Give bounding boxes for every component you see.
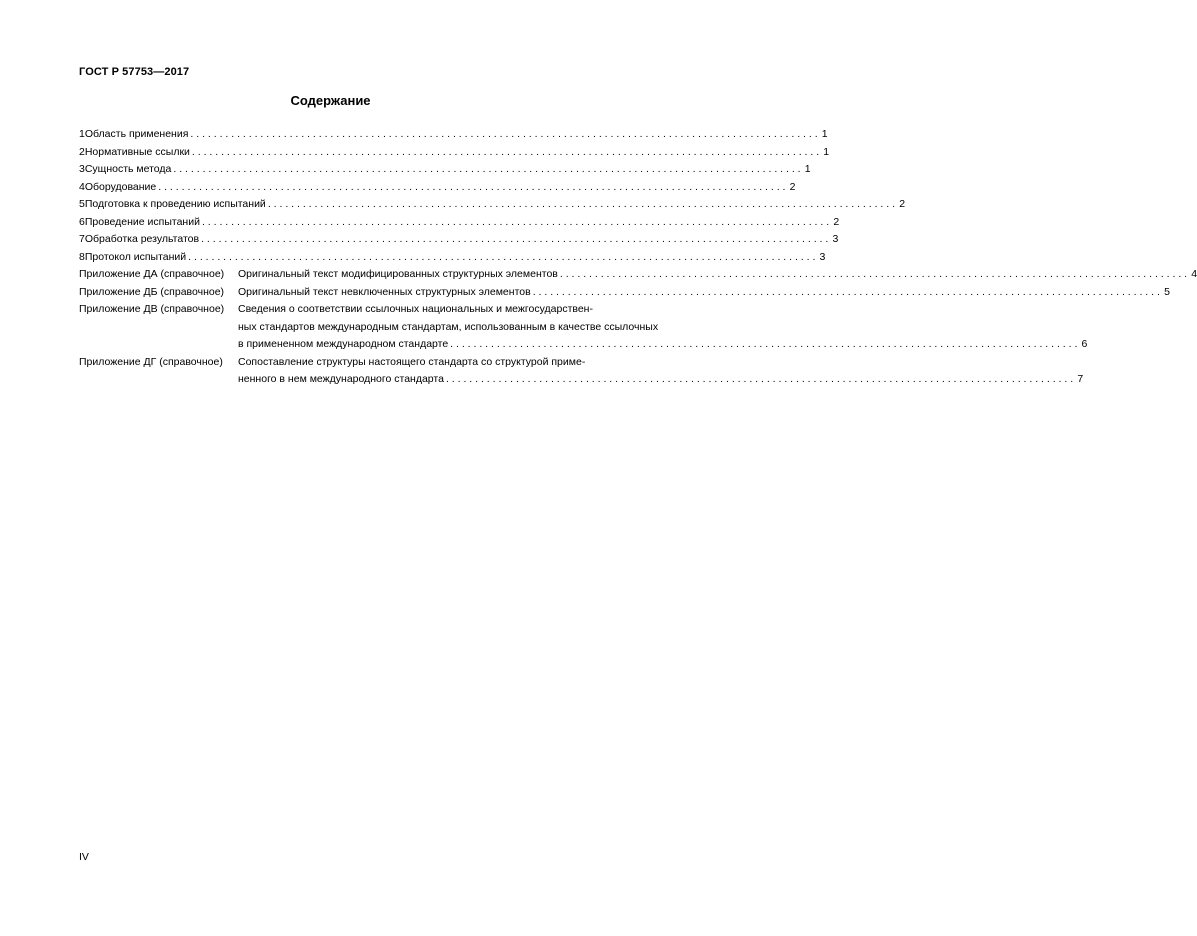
appendix-title-line: ных стандартов международным стандартам, использованным в качестве ссылочных <box>238 320 659 333</box>
toc-leader-dots <box>446 371 1073 389</box>
toc-entry-title: Оборудование <box>84 180 157 193</box>
toc-entry-title: Протокол испытаний <box>84 250 187 263</box>
toc-leader-dots <box>158 179 785 197</box>
toc-entry-number: 4 <box>79 180 85 193</box>
toc-entry-page: 4 <box>1191 268 1197 280</box>
appendix-title-text: Оригинальный текст модифицированных структурных элементов <box>238 268 558 280</box>
toc-entry-title: Обработка результатов <box>84 233 200 245</box>
appendix-title-block <box>238 284 1170 302</box>
toc-entry[interactable] <box>79 126 828 144</box>
toc-leader-dots <box>173 161 800 179</box>
toc-appendices <box>79 266 1197 389</box>
toc-entry-number: 1 <box>79 128 85 140</box>
toc-entry-number: 5 <box>79 198 85 210</box>
toc-appendix-entry[interactable] <box>79 266 1197 284</box>
appendix-title-block <box>238 354 1083 389</box>
toc-entry-page: 7 <box>1077 373 1084 385</box>
toc-entry[interactable] <box>79 231 839 249</box>
toc-appendix-entry[interactable] <box>79 284 1170 302</box>
toc-leader-dots <box>188 249 815 267</box>
toc-entry-page: 2 <box>789 180 796 193</box>
toc-leader-dots <box>268 196 895 214</box>
appendix-label: Приложение ДА (справочное) <box>79 268 225 280</box>
page-title: Содержание <box>290 93 371 108</box>
table-of-contents <box>79 126 1197 389</box>
appendix-title-block <box>238 266 1197 284</box>
toc-entry-page: 6 <box>1081 338 1088 350</box>
toc-entry[interactable] <box>79 144 830 162</box>
appendix-title-block <box>238 301 1087 354</box>
toc-entry-title: Область применения <box>84 128 189 140</box>
toc-appendix-entry[interactable] <box>79 301 1088 354</box>
toc-entry[interactable] <box>79 214 840 232</box>
toc-entry-number: 3 <box>79 163 85 175</box>
toc-entry-number: 8 <box>79 250 85 263</box>
toc-leader-dots <box>201 231 828 249</box>
toc-leader-dots <box>192 144 819 162</box>
appendix-title-line: Сопоставление структуры настоящего стандарта со структурой приме- <box>238 355 586 368</box>
toc-entry[interactable] <box>79 161 811 179</box>
toc-entry-title: Нормативные ссылки <box>84 145 190 158</box>
toc-entry-page: 3 <box>819 250 826 263</box>
toc-entry-number: 7 <box>79 233 85 245</box>
appendix-label: Приложение ДБ (справочное) <box>79 285 225 298</box>
appendix-title-text: ненного в нем международного стандарта <box>238 373 444 385</box>
toc-entry-number: 2 <box>79 145 85 158</box>
appendix-title-last-line <box>238 266 1197 284</box>
toc-leader-dots <box>450 336 1077 354</box>
toc-entry-page: 2 <box>899 198 906 210</box>
toc-entry-title: Сущность метода <box>84 163 172 175</box>
appendix-label: Приложение ДГ (справочное) <box>79 355 223 368</box>
appendix-title-text: Оригинальный текст невключенных структурных элементов <box>238 285 531 298</box>
toc-leader-dots <box>560 266 1187 284</box>
toc-leader-dots <box>202 214 829 232</box>
toc-entry-page: 2 <box>833 215 840 228</box>
toc-appendix-entry[interactable] <box>79 354 1084 389</box>
toc-entry-page: 5 <box>1164 285 1170 298</box>
appendix-title-line: Сведения о соответствии ссылочных национальных и межгосударствен- <box>238 303 593 315</box>
toc-entry-page: 1 <box>823 145 830 158</box>
appendix-title-last-line <box>238 371 1083 389</box>
toc-entry-title: Подготовка к проведению испытаний <box>84 198 266 210</box>
toc-sections <box>79 126 906 266</box>
toc-entry-page: 1 <box>821 128 828 140</box>
toc-entry-number: 6 <box>79 215 85 228</box>
toc-entry-page: 1 <box>804 163 811 175</box>
appendix-title-text: в примененном международном стандарте <box>238 338 449 350</box>
appendix-label: Приложение ДВ (справочное) <box>79 303 225 315</box>
toc-entry-title: Проведение испытаний <box>84 215 200 228</box>
toc-entry[interactable] <box>79 249 826 267</box>
toc-entry[interactable] <box>79 179 796 197</box>
appendix-title-last-line <box>238 284 1170 302</box>
appendix-title-last-line <box>238 336 1087 354</box>
toc-entry-page: 3 <box>832 233 839 245</box>
toc-entry[interactable] <box>79 196 906 214</box>
toc-leader-dots <box>533 284 1160 302</box>
toc-leader-dots <box>190 126 817 144</box>
page-number: IV <box>79 851 89 863</box>
document-header: ГОСТ Р 57753—2017 <box>79 66 190 78</box>
